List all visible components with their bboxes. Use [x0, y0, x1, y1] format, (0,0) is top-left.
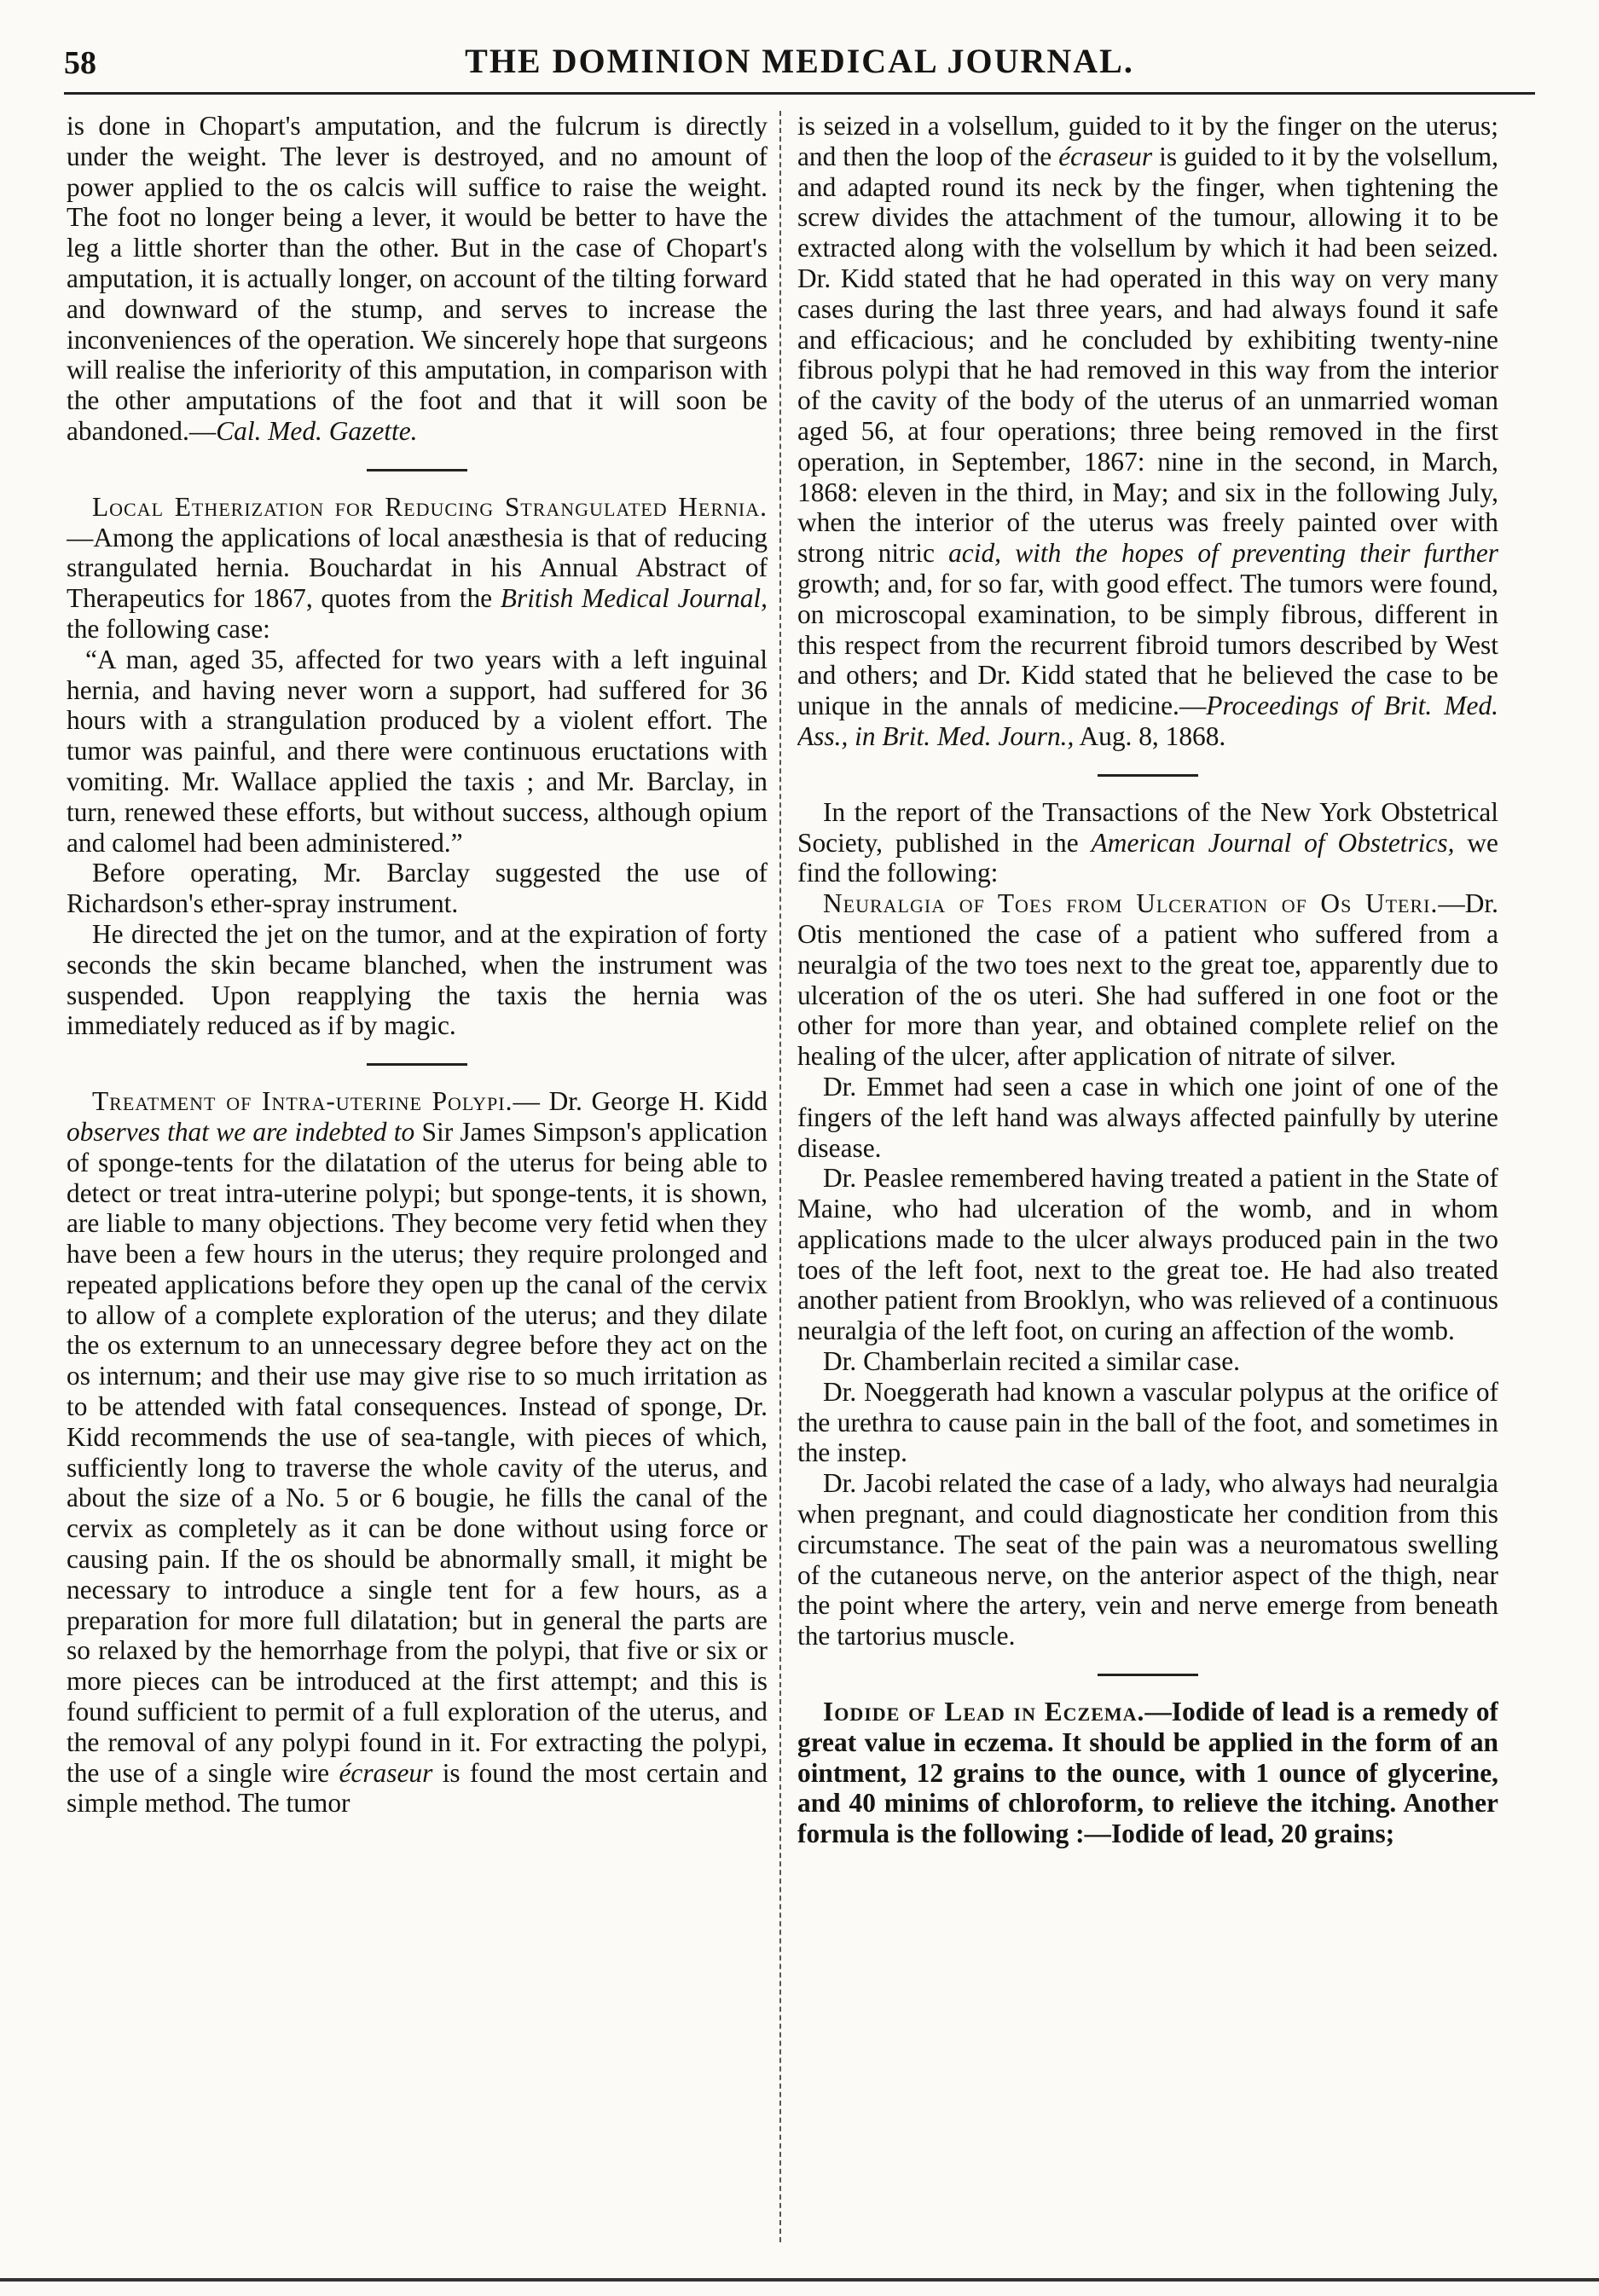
hernia-paragraph: Before operating, Mr. Barclay suggested the use of Richardson's ether-spray instrument.: [67, 858, 768, 919]
article-heading: Iodide of Lead in Eczema.: [823, 1697, 1145, 1727]
page-header: [64, 38, 1535, 90]
left-column: [67, 111, 768, 2247]
iodide-article: Iodide of Lead in Eczema.—Iodide of lead is a remedy of great value in eczema. It should be applied in the form of an ointment, 12 grains to the ounce, with 1 ounce of glycerine, and 40 minims of chloroform, to relieve the itching. Another formula is the following :—Iodide of lead, 20 grains;: [797, 1697, 1498, 1849]
right-column: [797, 111, 1498, 2247]
article-separator: [367, 1063, 467, 1066]
journal-name: American Journal of Obstetrics,: [1091, 827, 1455, 858]
running-title: THE DOMINION MEDICAL JOURNAL.: [465, 42, 1134, 80]
jacobi-paragraph: Dr. Jacobi related the case of a lady, who always had neuralgia when pregnant, and could diagnosticate her condition from this circumstance. The seat of the pain was a neuromatous swelling of the cutaneous nerve, on the anterior aspect of the thigh, near the point where the artery, vein and nerve emerge from beneath the tartorius muscle.: [797, 1468, 1498, 1651]
peaslee-paragraph: Dr. Peaslee remembered having treated a patient in the State of Maine, who had ulceration of the womb, and in whom applications made to the ulcer always produced pain in the two toes of the left foot, next to the great toe. He had also treated another patient from Brooklyn, who was relieved of a continuous neuralgia of the left foot, on curing an affection of the womb.: [797, 1163, 1498, 1346]
hernia-article-intro: Local Etherization for Reducing Strangulated Hernia.—Among the applications of local anæsthesia is that of reducing strangulated hernia. Bouchardat in his Annual Abstract of Therapeutics for 1867, quotes from the British Medical Journal, the following case:: [67, 491, 768, 644]
article-heading: Neuralgia of Toes from Ulceration of Os Uteri.: [823, 888, 1439, 919]
article-separator: [1098, 1674, 1198, 1676]
citation: Proceedings of Brit. Med. Ass., in Brit. Med. Journ.,: [797, 691, 1498, 751]
nyos-intro: In the report of the Transactions of the New York Obstetrical Society, published in the American Journal of Obstetrics, we find the following:: [797, 796, 1498, 888]
page-number: 58: [64, 45, 96, 81]
header-rule: [64, 92, 1535, 95]
article-separator: [367, 469, 467, 471]
chamberlain-paragraph: Dr. Chamberlain recited a similar case.: [823, 1346, 1240, 1377]
neuralgia-paragraph: Neuralgia of Toes from Ulceration of Os Uteri.—Dr. Otis mentioned the case of a patient who suffered from a neuralgia of the two toes next to the great toe, apparently due to ulceration of the os uteri. She had suffered in one foot or the other for more than year, and obtained complete relief on the healing of the ulcer, after application of nitrate of silver.: [797, 888, 1498, 1072]
article-heading: Treatment of Intra-uterine Polypi.: [92, 1086, 513, 1117]
emmet-paragraph: Dr. Emmet had seen a case in which one joint of one of the fingers of the left hand was always affected painfully by uterine disease.: [797, 1071, 1498, 1163]
article-separator: [1098, 774, 1198, 777]
polypi-article: Treatment of Intra-uterine Polypi.— Dr. George H. Kidd observes that we are indebted to Sir James Simpson's application of sponge-tents for the dilatation of the uterus for being able to detect or treat intra-uterine polypi; but sponge-tents, it is shown, are liable to many objections. They become very fetid when they have been a few hours in the uterus; they require prolonged and repeated applications before they open up the canal of the cervix to allow of a complete exploration of the uterus; and they dilate the os externum to an unnecessary degree before they act on the os internum; and their use may give rise to so much irritation as to be attended with fatal consequences. Instead of sponge, Dr. Kidd recommends the use of sea-tangle, with pieces of which, sufficiently long to traverse the whole cavity of the uterus, and about the size of a No. 5 or 6 bougie, he fills the canal of the cervix as completely as it can be done without using force or causing pain. If the os should be abnormally small, it might be necessary to introduce a single tent for a few hours, as a preparation for more full dilatation; but in general the parts are so relaxed by the hemorrhage from the polypi, that five or six or more pieces can be introduced at the first attempt; and this is found sufficient to permit of a full exploration of the uterus, and the removal of any polypi found in it. For extracting the polypi, the use of a single wire écraseur is found the most certain and simple method. The tumor: [67, 1086, 768, 1819]
chopart-article-end: is done in Chopart's amputation, and the fulcrum is directly under the weight. The lever is destroyed, and no amount of power applied to the os calcis will suffice to raise the weight. The foot no longer being a lever, it would be better to have the leg a little shorter than the other. But in the case of Chopart's amputation, it is actually longer, on account of the tilting forward and downward of the stump, and serves to increase the inconveniences of the operation. We sincerely hope that surgeons will realise the inferiority of this amputation, in comparison with the other amputations of the foot and that it will soon be abandoned.—Cal. Med. Gazette.: [67, 111, 768, 446]
citation: Cal. Med. Gazette.: [216, 415, 418, 446]
journal-name: British Medical Journal,: [500, 583, 768, 614]
column-divider: [779, 111, 781, 2242]
hernia-paragraph: He directed the jet on the tumor, and at the expiration of forty seconds the skin became blanched, when the instrument was suspended. Upon reapplying the taxis the hernia was immediately reduced as if by magic.: [67, 918, 768, 1041]
polypi-article-continued: is seized in a volsellum, guided to it by the finger on the uterus; and then the loop of the écraseur is guided to it by the volsellum, and adapted round its neck by the finger, when tightening the screw divides the attachment of the tumour, allowing it to be extracted along with the volsellum by which it had been seized. Dr. Kidd stated that he had operated in this way on very many cases during the last three years, and had always found it safe and efficacious; and he concluded by exhibiting twenty-nine fibrous polypi that he had removed in this way from the interior of the cavity of the body of the uterus of an unmarried woman aged 56, at four operations; three being removed in the first operation, in September, 1867: nine in the second, in March, 1868: eleven in the third, in May; and six in the following July, when the interior of the uterus was freely painted over with strong nitric acid, with the hopes of preventing their further growth; and, for so far, with good effect. The tumors were found, on microscopal examination, to be simply fibrous, different in this respect from the recurrent fibroid tumors described by West and others; and Dr. Kidd stated that he believed the case to be unique in the annals of medicine.—Proceedings of Brit. Med. Ass., in Brit. Med. Journ., Aug. 8, 1868.: [797, 111, 1498, 751]
hernia-quote: “A man, aged 35, affected for two years with a left inguinal hernia, and having never worn a support, had suffered for 36 hours with a strangulation produced by a violent effort. The tumor was painful, and there were continuous eructations with vomiting. Mr. Wallace applied the taxis ; and Mr. Barclay, in turn, renewed these efforts, but without success, although opium and calomel had been administered.”: [67, 644, 768, 858]
noeggerath-paragraph: Dr. Noeggerath had known a vascular polypus at the orifice of the urethra to cause pain in the ball of the foot, and sometimes in the instep.: [797, 1376, 1498, 1468]
bottom-rule: [0, 2278, 1599, 2282]
article-heading: Local Etherization for Reducing Strangulated Hernia.: [92, 491, 768, 522]
